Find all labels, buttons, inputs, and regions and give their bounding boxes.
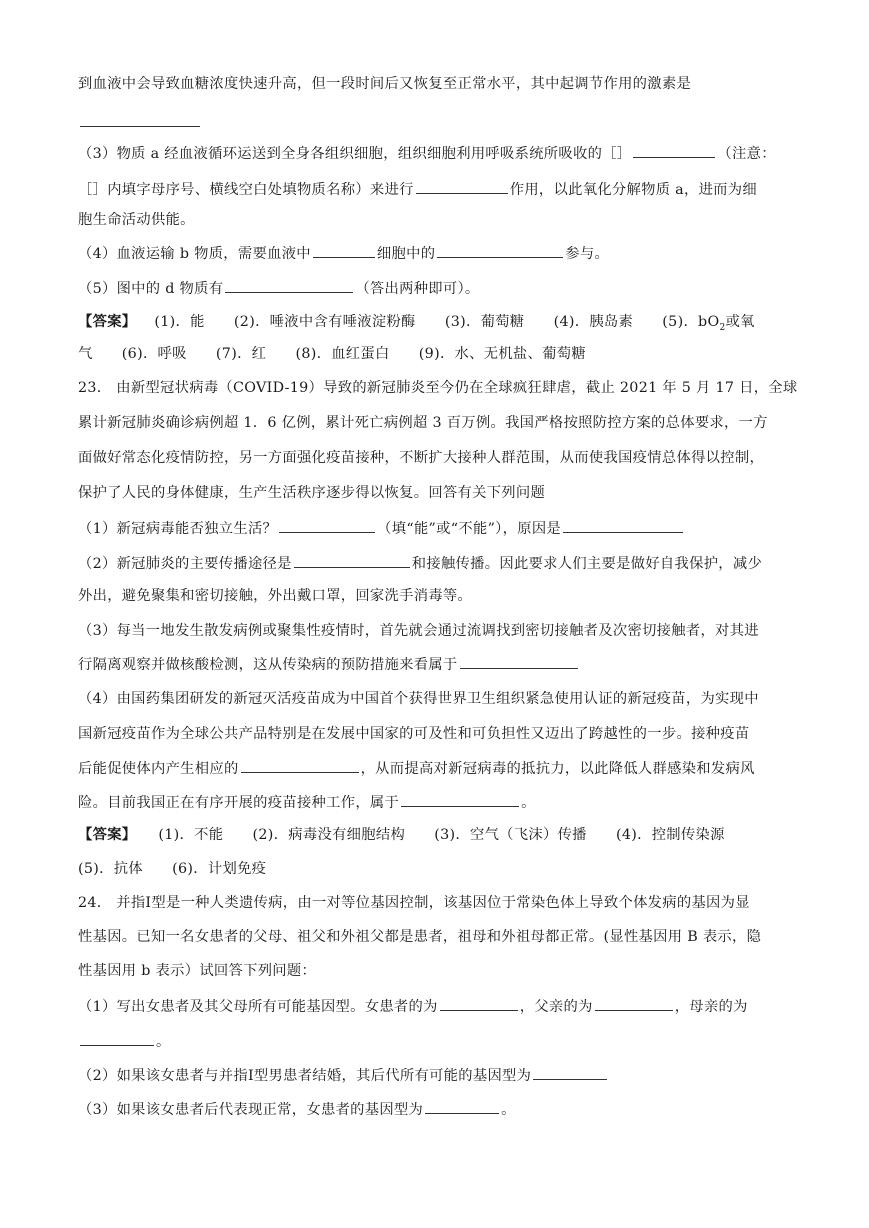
text-line (78, 344, 586, 364)
answer-label: 【答案】 (78, 827, 137, 843)
text: 作用，以此氧化分解物质 a，进而为细 (509, 182, 757, 198)
text: 保护了人民的身体健康，生产生活秩序逐步得以恢复。回答有关下列问题 (78, 485, 546, 501)
text: 到血液中会导致血糖浓度快速升高，但一段时间后又恢复至正常水平，其中起调节作用的激素是 (78, 76, 692, 92)
text: 行隔离观察并做核酸检测，这从传染病的预防措施来看属于 (78, 657, 458, 673)
text-line (78, 112, 202, 133)
text-line (78, 74, 691, 94)
subscript: 2 (719, 322, 726, 333)
answer-blank (80, 112, 200, 127)
question-24-1 (78, 996, 748, 1017)
text: 胞生命活动供能。 (78, 212, 195, 228)
text: （2）新冠肺炎的主要传播途径是 (78, 556, 292, 572)
text: ［］内填字母序号、横线空白处填物质名称）来进行 (78, 182, 414, 198)
text: 险。目前我国正在有序开展的疫苗接种工作，属于 (78, 795, 400, 811)
question-4 (78, 243, 609, 264)
text: （答出两种即可）。 (355, 281, 480, 297)
text: 性基因用 b 表示）试回答下列问题： (78, 963, 317, 979)
answer-label: 【答案】 (78, 314, 137, 330)
question-3 (78, 143, 776, 164)
text: 。 (521, 795, 536, 811)
question-23-3 (78, 621, 759, 641)
text-line (78, 179, 757, 200)
answer-blank (416, 179, 508, 194)
text: （4）由国药集团研发的新冠灭活疫苗成为中国首个获得世界卫生组织紧急使用认证的新冠疫苗，为实现中 (78, 691, 759, 707)
text: （注意： (717, 146, 776, 162)
answer-blank (437, 243, 563, 258)
text-line (78, 792, 536, 813)
text-line (78, 927, 761, 947)
text: O (707, 314, 720, 330)
question-24-3 (78, 1099, 516, 1120)
text-line (78, 758, 755, 779)
text: 面做好常态化疫情防控，另一方面强化疫苗接种，不断扩大接种人群范围，从而使我国疫情总体得以控制， (78, 450, 765, 466)
text: 气 (6)．呼吸 (7)．红 (8)．血红蛋白 (9)．水、无机盐、葡萄糖 (78, 346, 586, 362)
text: (1)．不能 (2)．病毒没有细胞结构 (3)．空气（飞沫）传播 (4)．控制传染源 (158, 827, 725, 843)
answer-22 (78, 312, 755, 338)
answer-blank (225, 278, 353, 293)
question-23-1 (78, 518, 685, 539)
answer-blank (241, 758, 359, 773)
answer-blank (563, 518, 683, 533)
text-line (78, 210, 195, 230)
answer-blank (294, 553, 410, 568)
question-24 (78, 893, 750, 913)
answer-blank (401, 792, 519, 807)
question-23 (78, 378, 798, 398)
text: 23． 由新型冠状病毒（COVID-19）导致的新冠肺炎至今仍在全球疯狂肆虐，截止 2021 年 5 月 17 日，全球 (78, 380, 798, 396)
text: （1）新冠病毒能否独立生活？ (78, 521, 278, 537)
text: 或氧 (725, 314, 755, 330)
answer-blank (460, 654, 578, 669)
text-line (78, 654, 580, 675)
text: ，父亲的为 (519, 999, 593, 1015)
question-23-2 (78, 553, 762, 574)
answer-blank (440, 996, 518, 1011)
text: ，母亲的为 (674, 999, 748, 1015)
text-line (78, 724, 749, 744)
text-line (78, 859, 266, 879)
text: 。 (156, 1034, 171, 1050)
answer-23 (78, 825, 725, 845)
text: （1）写出女患者及其父母所有可能基因型。女患者的为 (78, 999, 438, 1015)
answer-blank (313, 243, 375, 258)
text: （5）图中的 d 物质有 (78, 281, 224, 297)
text-line (78, 448, 764, 468)
text: 性基因。已知一名女患者的父母、祖父和外祖父都是患者，祖母和外祖母都正常。(显性基因用 B 表示，隐 (78, 929, 762, 945)
text: （3）物质 a 经血液循环运送到全身各组织细胞，组织细胞利用呼吸系统所吸收的［］ (78, 146, 632, 162)
text: ，从而提高对新冠病毒的抵抗力，以此降低人群感染和发病风 (360, 761, 755, 777)
text: （填“能”或“不能”），原因是 (377, 521, 562, 537)
text: （2）如果该女患者与并指Ⅰ型男患者结婚，其后代所有可能的基因型为 (78, 1068, 532, 1084)
text: 国新冠疫苗作为全球公共产品特别是在发展中国家的可及性和可负担性又迈出了跨越性的一步。接种疫苗 (78, 726, 750, 742)
answer-blank (533, 1065, 607, 1080)
answer-blank (595, 996, 673, 1011)
text: 细胞中的 (376, 246, 436, 262)
question-24-2 (78, 1065, 609, 1086)
text: (1)．能 (2)．唾液中含有唾液淀粉酶 (3)．葡萄糖 (4)．胰岛素 (5)．b (154, 314, 708, 330)
text: (5)．抗体 (6)．计划免疫 (78, 861, 267, 877)
text: （3）如果该女患者后代表现正常，女患者的基因型为 (78, 1102, 424, 1118)
text: 外出，避免聚集和密切接触，外出戴口罩，回家洗手消毒等。 (78, 588, 473, 604)
answer-blank (80, 1031, 154, 1046)
text: 。 (501, 1102, 516, 1118)
text: （3）每当一地发生散发病例或聚集性疫情时，首先就会通过流调找到密切接触者及次密切接触者，对其进 (78, 623, 759, 639)
text: （4）血液运输 b 物质，需要血液中 (78, 246, 311, 262)
text-line (78, 586, 472, 606)
text: 24． 并指Ⅰ型是一种人类遗传病，由一对等位基因控制，该基因位于常染色体上导致个体发病的基因为显 (78, 895, 750, 911)
text: 后能促使体内产生相应的 (78, 761, 239, 777)
text-line (78, 483, 545, 503)
text-line (78, 961, 316, 981)
answer-blank (279, 518, 375, 533)
question-5 (78, 278, 480, 299)
question-23-4 (78, 689, 759, 709)
text: 和接触传播。因此要求人们主要是做好自我保护，减少 (411, 556, 763, 572)
answer-blank (425, 1099, 499, 1114)
text: 累计新冠肺炎确诊病例超 1．6 亿例，累计死亡病例超 3 百万例。我国严格按照防控方案的总体要求，一方 (78, 415, 768, 431)
text-line (78, 413, 768, 433)
text-line (78, 1031, 171, 1052)
text: 参与。 (565, 246, 610, 262)
answer-blank (633, 143, 715, 158)
